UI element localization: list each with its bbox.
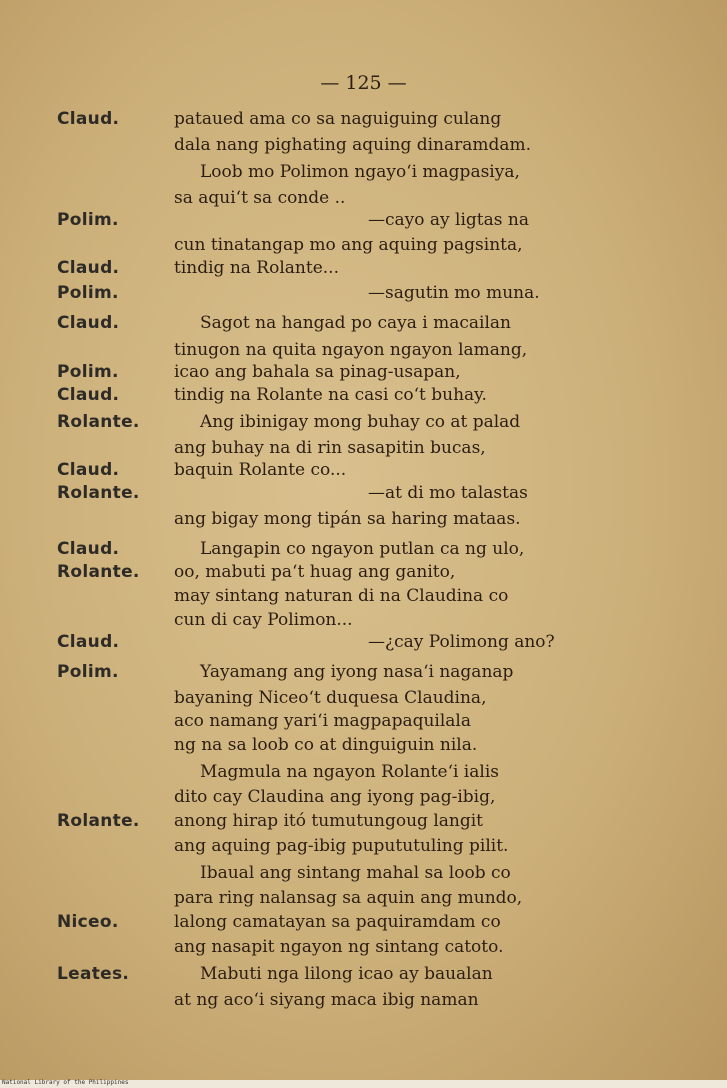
verse-text: pataued ama co sa naguiguing culang — [174, 109, 502, 129]
dialogue-line — [0, 990, 727, 1016]
dialogue-line — [0, 863, 727, 889]
speaker-name: Claud. — [57, 258, 120, 278]
verse-text: tinugon na quita ngayon ngayon lamang, — [174, 340, 528, 360]
verse-text: cun tinatangap mo ang aquing pagsinta, — [174, 235, 523, 255]
dialogue-line — [0, 762, 727, 788]
speaker-name: Polim. — [57, 283, 119, 303]
dialogue-line — [0, 210, 727, 236]
verse-text: Sagot na hangad po caya i macailan — [200, 313, 511, 333]
verse-text: Magmula na ngayon Rolante‘i ialis — [200, 762, 499, 782]
speaker-name: Niceo. — [57, 912, 119, 932]
dialogue-line — [0, 632, 727, 658]
verse-text: Langapin co ngayon putlan ca ng ulo, — [200, 539, 525, 559]
verse-text: —at di mo talastas — [368, 483, 528, 503]
dialogue-line — [0, 258, 727, 284]
dialogue-line — [0, 162, 727, 188]
dialogue-line — [0, 109, 727, 135]
speaker-name: Claud. — [57, 460, 120, 480]
speaker-name: Rolante. — [57, 483, 140, 503]
verse-text: sa aqui‘t sa conde .. — [174, 188, 346, 208]
verse-text: may sintang naturan di na Claudina co — [174, 586, 509, 606]
verse-text: ang nasapit ngayon ng sintang catoto. — [174, 937, 504, 957]
verse-text: ang aquing pag-ibig pupututuling pilit. — [174, 836, 509, 856]
verse-text: —cayo ay ligtas na — [368, 210, 529, 230]
verse-text: ang buhay na di rin sasapitin bucas, — [174, 438, 486, 458]
verse-text: Yayamang ang iyong nasa‘i naganap — [200, 662, 514, 682]
verse-text: tindig na Rolante... — [174, 258, 339, 278]
speaker-name: Claud. — [57, 313, 120, 333]
verse-text: —sagutin mo muna. — [368, 283, 540, 303]
dialogue-line — [0, 964, 727, 990]
verse-text: aco namang yari‘i magpapaquilala — [174, 711, 472, 731]
speaker-name: Claud. — [57, 385, 120, 405]
dialogue-line — [0, 937, 727, 963]
verse-text: anong hirap itó tumutungoug langit — [174, 811, 483, 831]
dialogue-line — [0, 735, 727, 761]
verse-text: ng na sa loob co at dinguiguin nila. — [174, 735, 478, 755]
verse-text: at ng aco‘i siyang maca ibig naman — [174, 990, 479, 1010]
footer-credit: National Library of the Philippines — [2, 1079, 129, 1086]
speaker-name: Claud. — [57, 109, 120, 129]
verse-text: Ibaual ang sintang mahal sa loob co — [200, 863, 511, 883]
verse-text: dala nang pighating aquing dinaramdam. — [174, 135, 532, 155]
dialogue-line — [0, 888, 727, 914]
dialogue-line — [0, 836, 727, 862]
dialogue-line — [0, 586, 727, 612]
speaker-name: Polim. — [57, 662, 119, 682]
dialogue-line — [0, 135, 727, 161]
speaker-name: Polim. — [57, 210, 119, 230]
dialogue-line — [0, 509, 727, 535]
verse-text: icao ang bahala sa pinag-usapan, — [174, 362, 461, 382]
speaker-name: Rolante. — [57, 562, 140, 582]
verse-text: cun di cay Polimon... — [174, 610, 353, 630]
verse-text: bayaning Niceo‘t duquesa Claudina, — [174, 688, 487, 708]
dialogue-line — [0, 711, 727, 737]
verse-text: dito cay Claudina ang iyong pag-ibig, — [174, 787, 496, 807]
verse-text: Mabuti nga lilong icao ay baualan — [200, 964, 493, 984]
dialogue-line — [0, 662, 727, 688]
verse-text: —¿cay Polimong ano? — [368, 632, 555, 652]
speaker-name: Rolante. — [57, 412, 140, 432]
verse-text: baquin Rolante co... — [174, 460, 347, 480]
verse-text: oo, mabuti pa‘t huag ang ganito, — [174, 562, 456, 582]
verse-text: Loob mo Polimon ngayo‘i magpasiya, — [200, 162, 520, 182]
dialogue-line — [0, 811, 727, 837]
dialogue-line — [0, 412, 727, 438]
verse-text: ang bigay mong tipán sa haring mataas. — [174, 509, 521, 529]
footer-bar — [0, 1080, 727, 1088]
verse-text: para ring nalansag sa aquin ang mundo, — [174, 888, 523, 908]
verse-text: Ang ibinigay mong buhay co at palad — [200, 412, 521, 432]
dialogue-line — [0, 283, 727, 309]
dialogue-line — [0, 483, 727, 509]
dialogue-line — [0, 385, 727, 411]
verse-text: lalong camatayan sa paquiramdam co — [174, 912, 501, 932]
page-number: — 125 — — [320, 72, 407, 94]
verse-text: tindig na Rolante na casi co‘t buhay. — [174, 385, 487, 405]
dialogue-line — [0, 912, 727, 938]
speaker-name: Claud. — [57, 539, 120, 559]
speaker-name: Claud. — [57, 632, 120, 652]
dialogue-line — [0, 313, 727, 339]
speaker-name: Leates. — [57, 964, 130, 984]
dialogue-line — [0, 562, 727, 588]
dialogue-line — [0, 787, 727, 813]
speaker-name: Polim. — [57, 362, 119, 382]
speaker-name: Rolante. — [57, 811, 140, 831]
